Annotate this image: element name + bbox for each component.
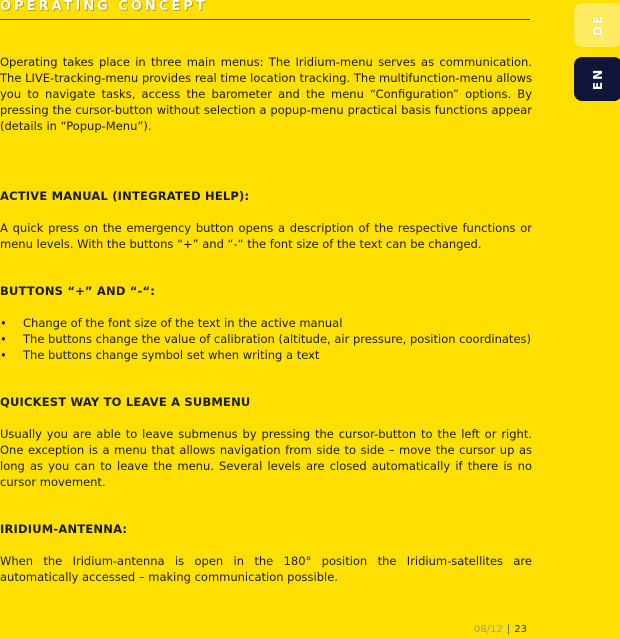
bullet-icon: •: [0, 332, 7, 346]
language-tab-de-label: DE: [590, 13, 605, 37]
language-tab-en[interactable]: [574, 57, 620, 101]
section-heading-active-manual: ACTIVE MANUAL (INTEGRATED HELP):: [0, 189, 250, 203]
footer-separator: |: [506, 624, 511, 635]
section-text-antenna: When the Iridium-antenna is open in the 180° position the Iridium-satellites are automatically accessed – making communication possible.: [0, 554, 532, 584]
language-tab-de[interactable]: [574, 3, 620, 47]
intro-paragraph: Operating takes place in three main menus: The Iridium-menu serves as communication. The LIVE-tracking-menu provides real time location tracking. The multifunction-menu allows you to navigate tasks, access the barometer and the menu “Configuration” options. By pressing the cursor-button without selection a popup-menu practical basis functions appear (details in “Popup-Menu”).: [0, 55, 532, 133]
footer-date: 08/12: [474, 624, 503, 635]
bullet-icon: •: [0, 348, 7, 362]
section-text-active-manual: A quick press on the emergency button opens a description of the respective functions or menu levels. With the buttons “+” and “-“ the font size of the text can be changed.: [0, 221, 532, 251]
content-body: [0, 30, 532, 585]
list-item: • The buttons change symbol set when writing a text: [0, 348, 320, 362]
section-heading-antenna: IRIDIUM-ANTENNA:: [0, 522, 128, 536]
section-heading-buttons: BUTTONS “+” AND “-“:: [0, 284, 156, 298]
language-tab-en-label: EN: [591, 67, 605, 91]
list-item: • The buttons change the value of calibration (altitude, air pressure, position coordinates): [0, 332, 531, 346]
section-heading-submenu: QUICKEST WAY TO LEAVE A SUBMENU: [0, 395, 251, 409]
buttons-bullet-list: [0, 315, 532, 363]
title-divider: [0, 19, 530, 20]
page-number: 23: [514, 624, 527, 635]
list-item: • Change of the font size of the text in the active manual: [0, 316, 343, 330]
page-footer: [474, 624, 527, 635]
bullet-icon: •: [0, 316, 7, 330]
section-text-submenu: Usually you are able to leave submenus by pressing the cursor-button to the left or right. One exception is a menu that allows navigation from side to side – move the cursor up as long as you can to leave the menu. Several levels are closed automatically if there is no cursor movement.: [0, 427, 532, 489]
page-title: OPERATING CONCEPT: [0, 0, 208, 14]
